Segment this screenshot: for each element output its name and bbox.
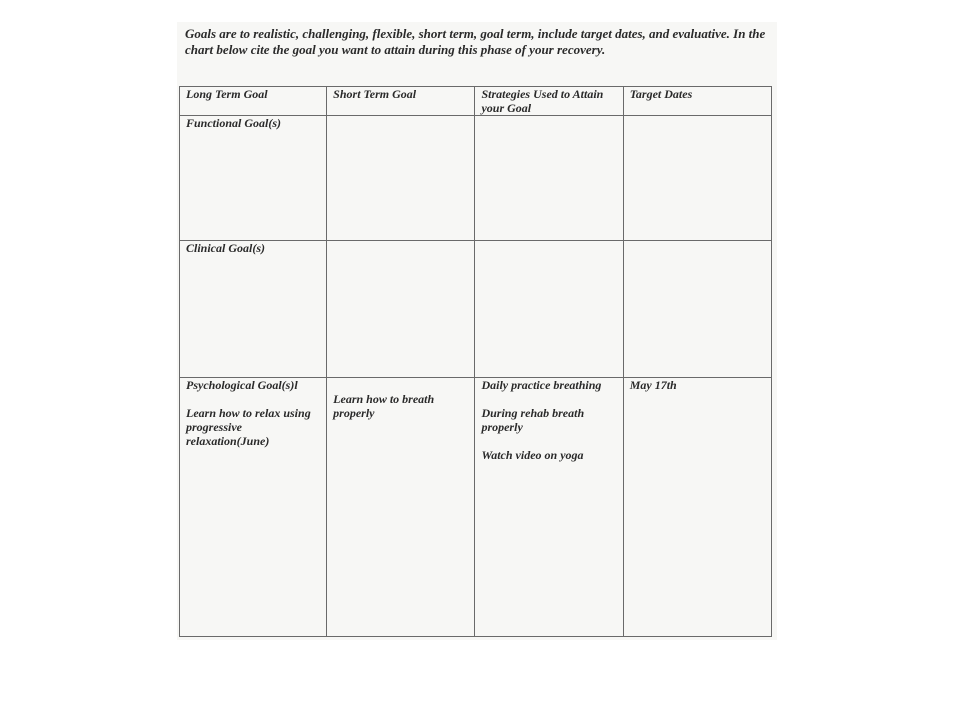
worksheet-page [177,22,777,640]
strategy-item: Daily practice breathing [481,378,602,392]
cell-functional-short-term [327,116,475,241]
cell-clinical-short-term [327,241,475,378]
functional-goal-label: Functional Goal(s) [186,116,282,130]
header-target-dates: Target Dates [623,87,771,116]
table-row-psychological [180,378,772,637]
header-strategies: Strategies Used to Attain your Goal [475,87,623,116]
goals-table [179,86,772,637]
cell-psychological-long-term [180,378,327,637]
header-short-term-goal: Short Term Goal [327,87,475,116]
strategy-item: Watch video on yoga [481,448,584,462]
cell-clinical-target-date [623,241,771,378]
target-date-entry: May 17th [629,378,677,392]
cell-psychological-target-date [623,378,771,637]
table-row-clinical [180,241,772,378]
cell-psychological-short-term [327,378,475,637]
psychological-goal-label: Psychological Goal(s)l [186,378,298,392]
cell-clinical-label [180,241,327,378]
cell-clinical-strategies [475,241,623,378]
cell-functional-strategies [475,116,623,241]
table-row-functional [180,116,772,241]
cell-functional-label [180,116,327,241]
short-term-goal-entry: Learn how to breath properly [333,392,435,420]
table-header-row [180,87,772,116]
cell-functional-target-date [623,116,771,241]
instructions-text: Goals are to realistic, challenging, flexible, short term, goal term, include target dates, and evaluative. In the chart below cite the goal you want to attain during this phase of your recovery. [185,26,766,57]
strategy-item: During rehab breath properly [481,406,585,434]
header-long-term-goal: Long Term Goal [180,87,327,116]
cell-psychological-strategies [475,378,623,637]
clinical-goal-label: Clinical Goal(s) [186,241,266,255]
long-term-goal-entry: Learn how to relax using progressive relaxation(June) [186,406,311,448]
